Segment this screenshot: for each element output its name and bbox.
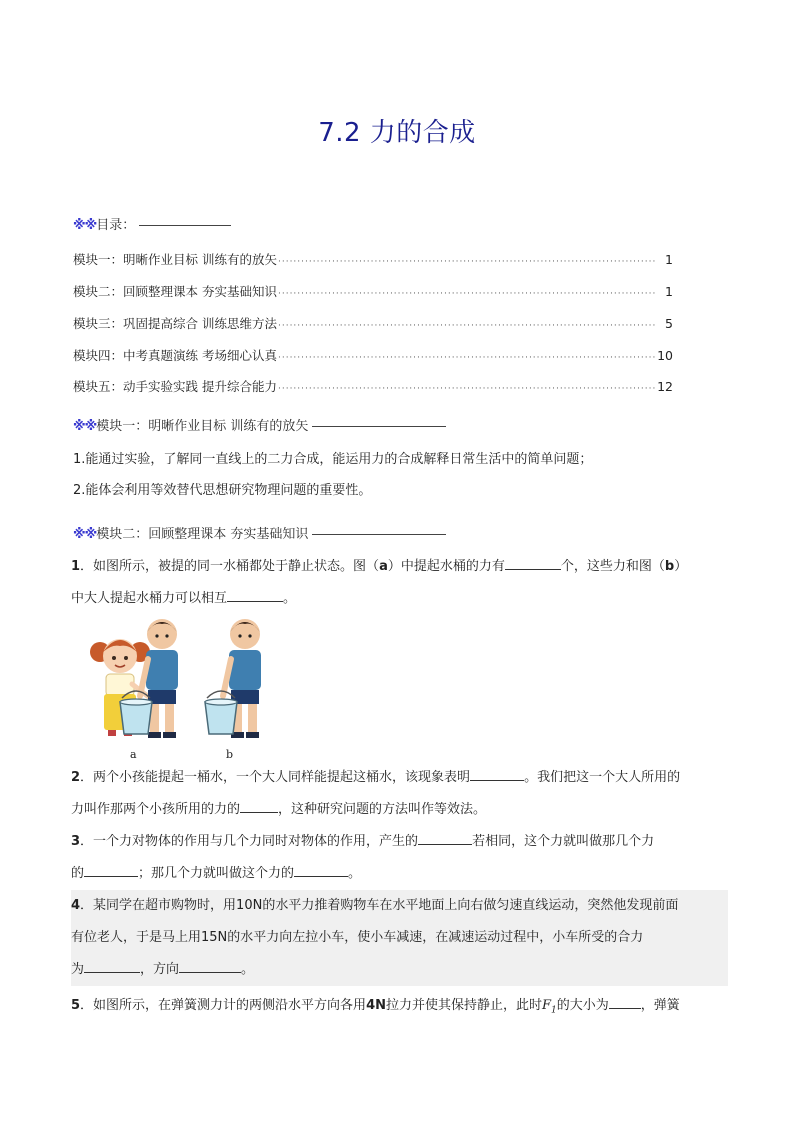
question-3: 3．一个力对物体的作用与几个力同时对物体的作用，产生的 若相同，这个力就叫做那几个力 的 ；那几个力就叫做这个力的 。 bbox=[71, 826, 728, 890]
answer-blank[interactable] bbox=[609, 994, 641, 1009]
toc-item-4[interactable]: 模块四：中考真题演练 考场细心认真 ·································································································· 10 bbox=[73, 348, 673, 363]
toc-item-5[interactable]: 模块五：动手实验实践 提升综合能力 ·································································································· 12 bbox=[73, 379, 673, 394]
question-4: 4．某同学在超市购物时，用10N的水平力推着购物车在水平地面上向右做匀速直线运动，突然他发现前面 有位老人，于是马上用15N的水平力向左拉小车，使小车减速，在减速运动过程中，小车所受的合力 为 ，方向 。 bbox=[71, 898, 679, 977]
answer-blank[interactable] bbox=[84, 958, 140, 973]
figure-caption-a: a bbox=[130, 748, 137, 761]
answer-blank[interactable] bbox=[179, 958, 241, 973]
answer-blank[interactable] bbox=[240, 798, 278, 813]
answer-blank[interactable] bbox=[294, 862, 348, 877]
toc-heading: ※※目录： bbox=[73, 214, 231, 233]
module1-heading: ※※模块一：明晰作业目标 训练有的放矢 bbox=[73, 415, 446, 434]
toc-item-3[interactable]: 模块三：巩固提高综合 训练思维方法 ·································································································· 5 bbox=[73, 316, 673, 331]
question-5: 5．如图所示，在弹簧测力计的两侧沿水平方向各用4N拉力并使其保持静止，此时$F_1$的大小为 ，弹簧 bbox=[71, 990, 728, 1027]
section-mark-icon: ※※ bbox=[73, 419, 97, 434]
page-title: 7.2 力的合成 bbox=[318, 118, 476, 148]
divider bbox=[139, 225, 231, 226]
answer-blank[interactable] bbox=[470, 766, 524, 781]
answer-blank[interactable] bbox=[84, 862, 138, 877]
section-mark-icon: ※※ bbox=[73, 218, 97, 233]
objective-1: 1.能通过实验，了解同一直线上的二力合成，能运用力的合成解释日常生活中的简单问题； bbox=[73, 452, 593, 467]
divider bbox=[312, 426, 446, 427]
section-mark-icon: ※※ bbox=[73, 527, 97, 542]
figure-caption-b: b bbox=[226, 748, 234, 761]
answer-blank[interactable] bbox=[418, 830, 472, 845]
module2-heading: ※※模块二：回顾整理课本 夯实基础知识 bbox=[73, 523, 446, 542]
question-1: 1．如图所示，被提的同一水桶都处于静止状态。图（a）中提起水桶的力有 个，这些力和图（b） 中大人提起水桶力可以相互 。 bbox=[71, 551, 728, 615]
question-2: 2．两个小孩能提起一桶水，一个大人同样能提起这桶水，该现象表明 。我们把这一个大人所用的 力叫作那两个小孩所用的力的 ，这种研究问题的方法叫作等效法。 bbox=[71, 762, 728, 826]
divider bbox=[312, 534, 446, 535]
toc-item-2[interactable]: 模块二：回顾整理课本 夯实基础知识 ·································································································· 1 bbox=[73, 284, 673, 299]
answer-blank[interactable] bbox=[227, 587, 283, 602]
bucket-figure bbox=[70, 614, 270, 749]
toc-item-1[interactable]: 模块一：明晰作业目标 训练有的放矢 ·································································································· 1 bbox=[73, 252, 673, 267]
answer-blank[interactable] bbox=[505, 555, 561, 570]
objective-2: 2.能体会利用等效替代思想研究物理问题的重要性。 bbox=[73, 483, 372, 498]
